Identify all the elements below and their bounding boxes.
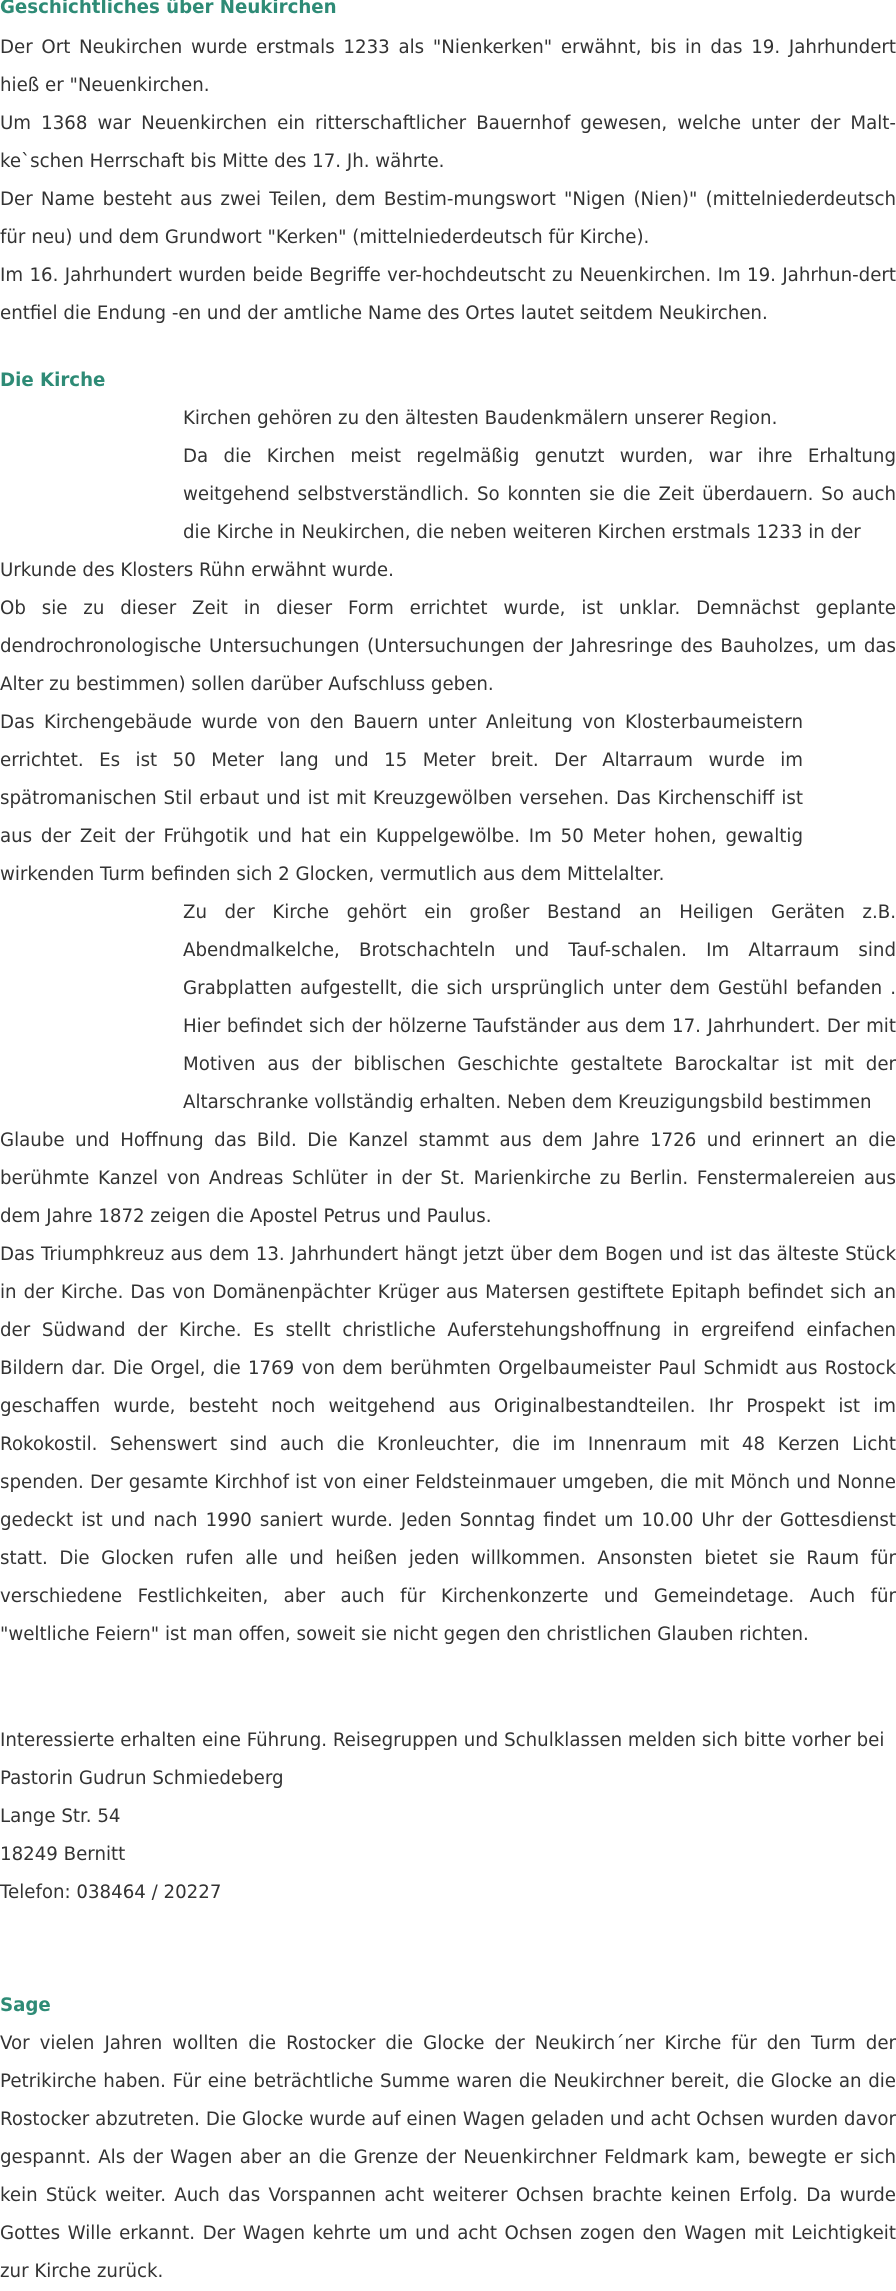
history-paragraph: Der Ort Neukirchen wurde erstmals 1233 als "Nienkerken" erwähnt, bis in das 19. Jahrhundert hieß er "Neuenkirchen. — [0, 37, 896, 96]
section-title-legend: Sage — [0, 1995, 51, 2016]
contact-name: Pastorin Gudrun Schmiedeberg — [0, 1768, 284, 1789]
church-paragraph-dating: Ob sie zu dieser Zeit in dieser Form errichtet wurde, ist unklar. Demnächst geplante dendrochronologische Untersuchungen (Untersuchungen der Jahresringe des Bauholzes, um das Alter zu bestimmen) sollen darüber Aufschluss geben. — [0, 598, 896, 695]
history-paragraph: Der Name besteht aus zwei Teilen, dem Bestim-mungswort "Nigen (Nien)" (mittelniederdeutsch für neu) und dem Grundwort "Kerken" (mittelniederdeutsch für Kirche). — [0, 189, 896, 248]
legend-text — [0, 2025, 896, 2291]
contact-street: Lange Str. 54 — [0, 1806, 121, 1827]
church-paragraph-inventory: Zu der Kirche gehört ein großer Bestand an Heiligen Geräten z.B. Abendmalkelche, Brotschachteln und Tauf-schalen. Im Altarraum sind Grabplatten aufgestellt, die sich ursprünglich unter dem Gestühl befanden . Hier befindet sich der hölzerne Taufständer aus dem 17. Jahrhundert. Der mit Motiven aus der biblischen Geschichte gestaltete Barockaltar ist mit der Altarschranke vollständig erhalten. Neben dem Kreuzigungsbild bestimmen — [183, 902, 896, 1113]
history-paragraph: Im 16. Jahrhundert wurden beide Begriffe ver-hochdeutscht zu Neuenkirchen. Im 19. Jahrhun-dert entfiel die Endung -en und der amtliche Name des Ortes lautet seitdem Neukirchen. — [0, 265, 896, 324]
church-paragraph-details: Das Triumphkreuz aus dem 13. Jahrhundert hängt jetzt über dem Bogen und ist das älteste Stück in der Kirche. Das von Domänenpächter Krüger aus Matersen gestiftete Epitaph befindet sich an der Südwand der Kirche. Es stellt christliche Auferstehungshoffnung in ergreifend einfachen Bildern dar. Die Orgel, die 1769 von dem berühmten Orgelbaumeister Paul Schmidt aus Rostock geschaffen wurde, besteht noch weitgehend aus Originalbestandteilen. Ihr Prospekt ist im Rokokostil. Sehenswert sind auch die Kronleuchter, die im Innenraum mit 48 Kerzen Licht spenden. Der gesamte Kirchhof ist von einer Feldsteinmauer umgeben, die mit Mönch und Nonne gedeckt ist und nach 1990 saniert wurde. Jeden Sonntag findet um 10.00 Uhr der Gottesdienst statt. Die Glocken rufen alle und heißen jeden willkommen. Ansonsten bietet sie Raum für verschiedene Festlichkeiten, aber auch für Kirchenkonzerte und Gemeindetage. Auch für "weltliche Feiern" ist man offen, soweit sie nicht gegen den christlichen Glauben richten. — [0, 1244, 896, 1645]
church-text — [0, 400, 896, 1654]
contact-city: 18249 Bernitt — [0, 1844, 126, 1865]
section-title-church: Die Kirche — [0, 370, 106, 391]
contact-intro: Interessierte erhalten eine Führung. Reisegruppen und Schulklassen melden sich bitte vorher bei — [0, 1730, 885, 1751]
contact-phone: Telefon: 038464 / 20227 — [0, 1882, 222, 1903]
church-paragraph-preservation-end: Urkunde des Klosters Rühn erwähnt wurde. — [0, 560, 394, 581]
contact-block — [0, 1722, 896, 1912]
legend-paragraph: Vor vielen Jahren wollten die Rostocker die Glocke der Neukirch´ner Kirche für den Turm der Petrikirche haben. Für eine beträchtliche Summe waren die Neukirchner bereit, die Glocke an die Rostocker abzutreten. Die Glocke wurde auf einen Wagen geladen und acht Ochsen wurden davor gespannt. Als der Wagen aber an die Grenze der Neuenkirchner Feldmark kam, bewegte er sich kein Stück weiter. Auch das Vorspannen acht weiterer Ochsen brachte keinen Erfolg. Da wurde Gottes Wille erkannt. Der Wagen kehrte um und acht Ochsen zogen den Wagen mit Leichtigkeit zur Kirche zurück. — [0, 2033, 896, 2282]
history-paragraph: Um 1368 war Neuenkirchen ein ritterschaftlicher Bauernhof gewesen, welche unter der Malt-ke`schen Herrschaft bis Mitte des 17. Jh. währte. — [0, 113, 896, 172]
church-paragraph-inventory-end: Glaube und Hoffnung das Bild. Die Kanzel stammt aus dem Jahre 1726 und erinnert an die berühmte Kanzel von Andreas Schlüter in der St. Marienkirche zu Berlin. Fenstermalereien aus dem Jahre 1872 zeigen die Apostel Petrus und Paulus. — [0, 1130, 896, 1227]
church-paragraph-intro: Kirchen gehören zu den ältesten Baudenkmälern unserer Region. — [183, 408, 778, 429]
history-text — [0, 29, 896, 333]
section-title-history: Geschichtliches über Neukirchen — [0, 0, 337, 18]
church-paragraph-preservation: Da die Kirchen meist regelmäßig genutzt wurden, war ihre Erhaltung weitgehend selbstverständlich. So konnten sie die Zeit überdauern. So auch die Kirche in Neukirchen, die neben weiteren Kirchen erstmals 1233 in der — [183, 446, 896, 543]
church-paragraph-building: Das Kirchengebäude wurde von den Bauern unter Anleitung von Klosterbaumeistern errichtet. Es ist 50 Meter lang und 15 Meter breit. Der Altarraum wurde im spätromanischen Stil erbaut und ist mit Kreuzgewölben versehen. Das Kirchenschiff ist aus der Zeit der Frühgotik und hat ein Kuppelgewölbe. Im 50 Meter hohen, gewaltig wirkenden Turm befinden sich 2 Glocken, vermutlich aus dem Mittelalter. — [0, 712, 803, 885]
